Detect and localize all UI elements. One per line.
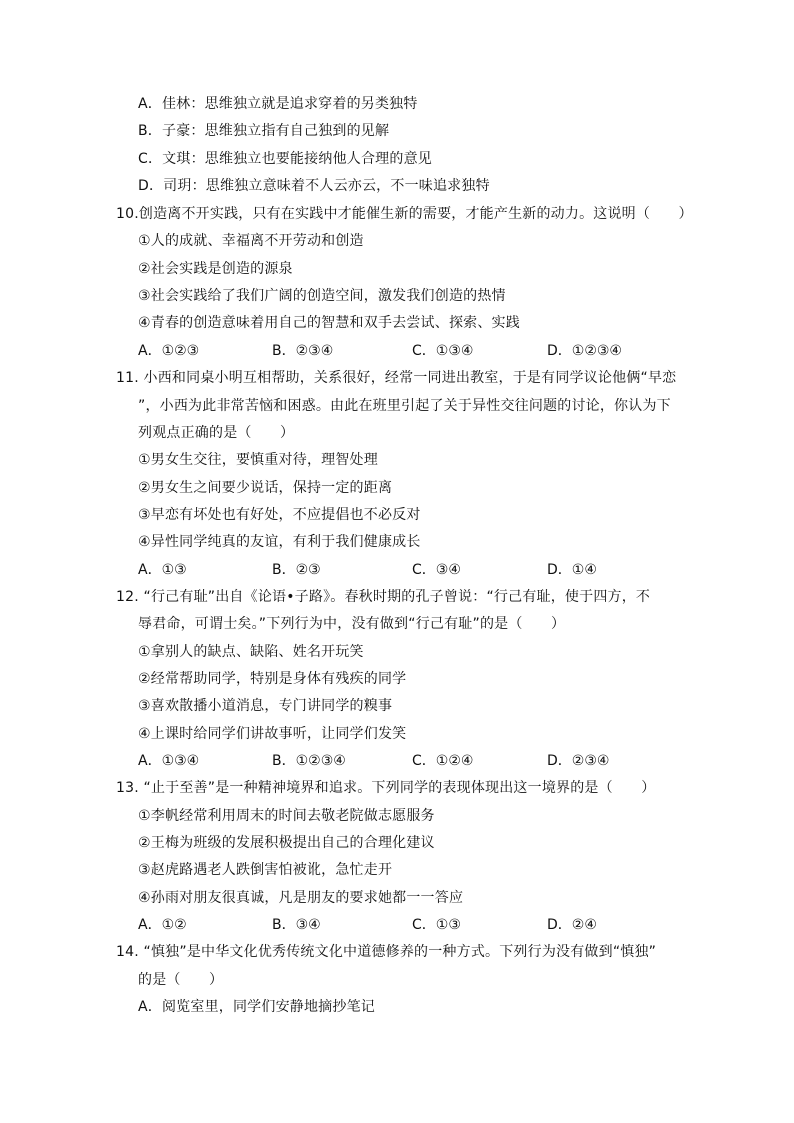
q13-choice-b: B．③④: [272, 917, 321, 933]
q13-choice-d: D．②④: [547, 917, 597, 933]
q11-item-1: ①男女生交往，要慎重对待，理智处理: [138, 452, 378, 468]
q12-item-3: ③喜欢散播小道消息，专门讲同学的糗事: [138, 698, 393, 714]
q9-option-b: B．子豪：思维独立指有自己独到的见解: [138, 123, 390, 139]
q11-stem-line-1: 11. 小西和同桌小明互相帮助，关系很好，经常一同进出教室，于是有同学议论他俩“早恋: [116, 370, 677, 386]
q11-choice-d: D．①④: [547, 562, 597, 578]
q13-item-4: ④孙雨对朋友很真诚，凡是朋友的要求她都一一答应: [138, 890, 464, 906]
q12-choice-d: D．②③④: [547, 753, 610, 769]
q12-stem-line-1: 12. “行己有耻”出自《论语•子路》。春秋时期的孔子曾说：“行己有耻，使于四方，不: [116, 589, 651, 605]
q11-choice-a: A．①③: [138, 562, 187, 578]
q9-option-a: A．佳林：思维独立就是追求穿着的另类独特: [138, 96, 418, 112]
q13-item-2: ②王梅为班级的发展积极提出自己的合理化建议: [138, 835, 435, 851]
q10-choice-c: C．①③④: [412, 343, 474, 359]
q10-item-2: ②社会实践是创造的源泉: [138, 261, 293, 277]
q12-item-1: ①拿别人的缺点、缺陷、姓名开玩笑: [138, 644, 364, 660]
q13-item-1: ①李帆经常利用周末的时间去敬老院做志愿服务: [138, 808, 435, 824]
q10-choice-d: D．①②③④: [547, 343, 622, 359]
q12-choice-b: B．①②③④: [272, 753, 346, 769]
q10-item-1: ①人的成就、幸福离不开劳动和创造: [138, 233, 364, 249]
q11-choice-b: B．②③: [272, 562, 321, 578]
q14-stem-line-1: 14. “慎独”是中华文化优秀传统文化中道德修养的一种方式。下列行为没有做到“慎独”: [116, 944, 657, 960]
q13-item-3: ③赵虎路遇老人跌倒害怕被讹，急忙走开: [138, 862, 393, 878]
q9-option-d: D．司玥：思维独立意味着不人云亦云，不一味追求独特: [138, 178, 490, 194]
q10-stem: 10.创造离不开实践，只有在实践中才能催生新的需要，才能产生新的动力。这说明（ ）: [116, 206, 693, 222]
q14-stem-line-2: 的是（ ）: [138, 972, 224, 988]
q13-choice-c: C．①③: [412, 917, 461, 933]
q14-option-a: A．阅览室里，同学们安静地摘抄笔记: [138, 999, 375, 1015]
q10-item-4: ④青春的创造意味着用自己的智慧和双手去尝试、探索、实践: [138, 315, 520, 331]
q10-item-3: ③社会实践给了我们广阔的创造空间，激发我们创造的热情: [138, 288, 506, 304]
q11-item-2: ②男女生之间要少说话，保持一定的距离: [138, 480, 393, 496]
q13-stem: 13. “止于至善”是一种精神境界和追求。下列同学的表现体现出这一境界的是（ ）: [116, 780, 656, 796]
q13-choice-a: A．①②: [138, 917, 187, 933]
q12-item-2: ②经常帮助同学，特别是身体有残疾的同学: [138, 671, 407, 687]
q10-choice-b: B．②③④: [272, 343, 334, 359]
q11-stem-line-2: ”，小西为此非常苦恼和困惑。由此在班里引起了关于异性交往问题的讨论，你认为下: [138, 398, 671, 414]
q11-stem-line-3: 列观点正确的是（ ）: [138, 425, 295, 441]
q11-item-3: ③早恋有坏处也有好处，不应提倡也不必反对: [138, 507, 421, 523]
q12-choice-c: C．①②④: [412, 753, 474, 769]
q10-choice-a: A．①②③: [138, 343, 200, 359]
q9-option-c: C．文琪：思维独立也要能接纳他人合理的意见: [138, 151, 432, 167]
q11-item-4: ④异性同学纯真的友谊，有利于我们健康成长: [138, 534, 421, 550]
q11-choice-c: C．③④: [412, 562, 461, 578]
q12-item-4: ④上课时给同学们讲故事听，让同学们发笑: [138, 726, 407, 742]
q12-choice-a: A．①③④: [138, 753, 200, 769]
q12-stem-line-2: 辱君命，可谓士矣。”下列行为中，没有做到“行己有耻”的是（ ）: [138, 616, 566, 632]
